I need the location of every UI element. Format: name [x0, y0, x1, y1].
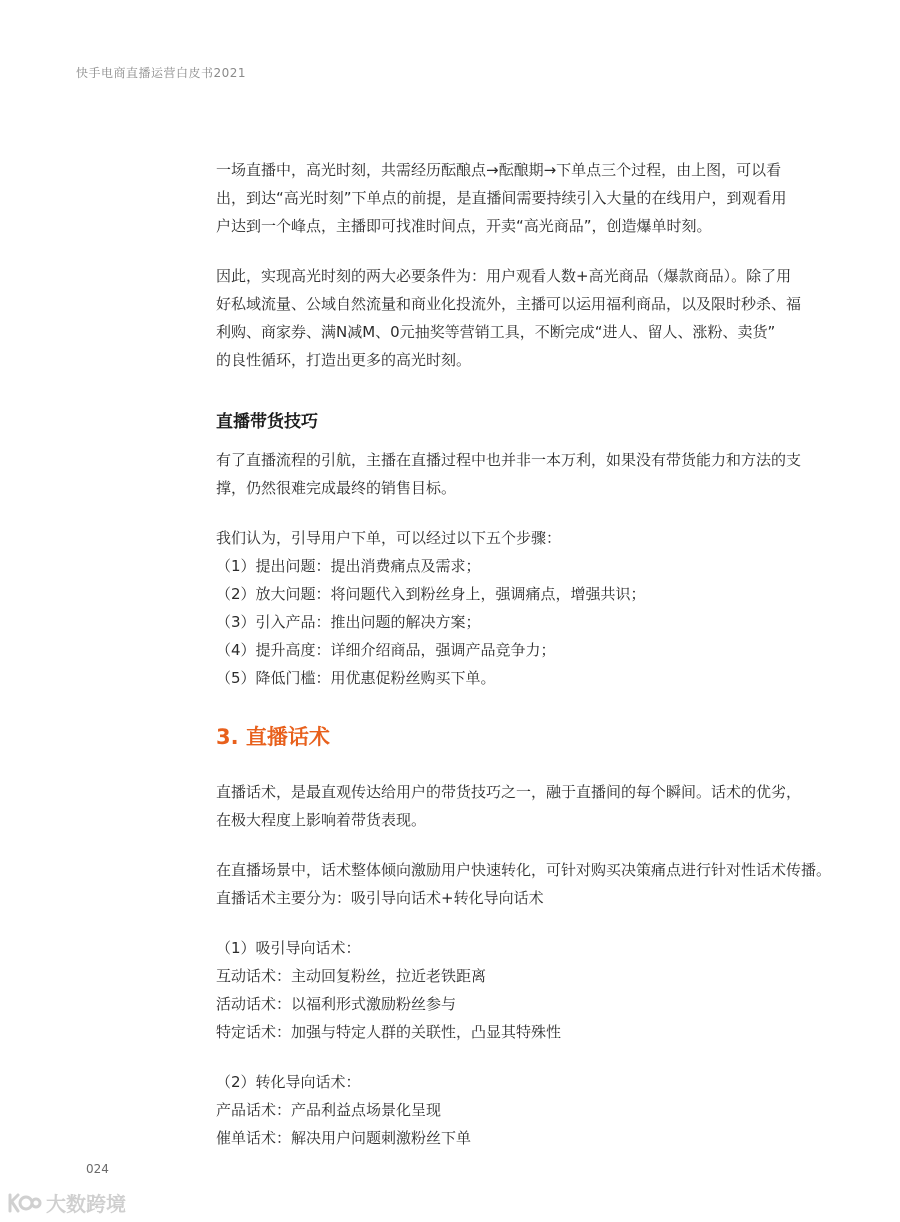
list-item: 我们认为，引导用户下单，可以经过以下五个步骤： — [216, 529, 562, 547]
text-line: 因此，实现高光时刻的两大必要条件为：用户观看人数+高光商品（爆款商品）。除了用 — [216, 267, 792, 285]
text-line: 一场直播中，高光时刻，共需经历酝酿点→酝酿期→下单点三个过程，由上图，可以看 — [216, 161, 782, 179]
list-item: （5）降低门槛：用优惠促粉丝购买下单。 — [216, 669, 496, 687]
list-item: 产品话术：产品利益点场景化呈现 — [216, 1101, 442, 1119]
list-item: 互动话术：主动回复粉丝，拉近老铁距离 — [216, 967, 487, 985]
text-line: 在直播场景中，话术整体倾向激励用户快速转化，可针对购买决策痛点进行针对性话术传播。 — [216, 861, 832, 879]
paragraph-guidance — [216, 446, 856, 502]
text-line: 户达到一个峰点，主播即可找准时间点，开卖“高光商品”，创造爆单时刻。 — [216, 217, 712, 235]
running-header: 快手电商直播运营白皮书2021 — [76, 66, 247, 80]
list-item: （2）转化导向话术： — [216, 1073, 361, 1091]
text-line: 利购、商家券、满N减M、0元抽奖等营销工具，不断完成“进人、留人、涨粉、卖货” — [216, 323, 776, 341]
convert-scripts-list — [216, 1068, 856, 1152]
page-number: 024 — [86, 1162, 109, 1176]
watermark-text: 大数跨境 — [46, 1192, 126, 1216]
section-heading-live-scripts: 3. 直播话术 — [216, 725, 330, 749]
paragraph-highlight-moment — [216, 156, 856, 240]
text-line: 直播话术，是最直观传达给用户的带货技巧之一，融于直播间的每个瞬间。话术的优劣， — [216, 783, 802, 801]
list-item: （1）提出问题：提出消费痛点及需求； — [216, 557, 481, 575]
list-item: （4）提升高度：详细介绍商品，强调产品竞争力； — [216, 641, 556, 659]
list-item: （1）吸引导向话术： — [216, 939, 361, 957]
text-line: 在极大程度上影响着带货表现。 — [216, 811, 427, 829]
text-line: 直播话术主要分为：吸引导向话术+转化导向话术 — [216, 889, 544, 907]
watermark-logo-icon — [6, 1189, 42, 1217]
page-content — [216, 156, 856, 1174]
text-line: 的良性循环，打造出更多的高光时刻。 — [216, 351, 472, 369]
list-item: 特定话术：加强与特定人群的关联性，凸显其特殊性 — [216, 1023, 562, 1041]
text-line: 撑，仍然很难完成最终的销售目标。 — [216, 479, 457, 497]
text-line: 出，到达“高光时刻”下单点的前提，是直播间需要持续引入大量的在线用户，到观看用 — [216, 189, 787, 207]
watermark — [6, 1188, 126, 1217]
text-line: 有了直播流程的引航，主播在直播过程中也并非一本万利，如果没有带货能力和方法的支 — [216, 451, 802, 469]
list-item: （3）引入产品：推出问题的解决方案； — [216, 613, 481, 631]
list-item: 活动话术：以福利形式激励粉丝参与 — [216, 995, 457, 1013]
paragraph-scripts-types — [216, 856, 856, 912]
attract-scripts-list — [216, 934, 856, 1046]
paragraph-conditions — [216, 262, 856, 374]
steps-list — [216, 524, 856, 692]
paragraph-scripts-intro — [216, 778, 856, 834]
text-line: 好私域流量、公域自然流量和商业化投流外，主播可以运用福利商品，以及限时秒杀、福 — [216, 295, 802, 313]
list-item: 催单话术：解决用户问题刺激粉丝下单 — [216, 1129, 472, 1147]
subheading-selling-tips: 直播带货技巧 — [216, 412, 318, 432]
list-item: （2）放大问题：将问题代入到粉丝身上，强调痛点，增强共识； — [216, 585, 646, 603]
